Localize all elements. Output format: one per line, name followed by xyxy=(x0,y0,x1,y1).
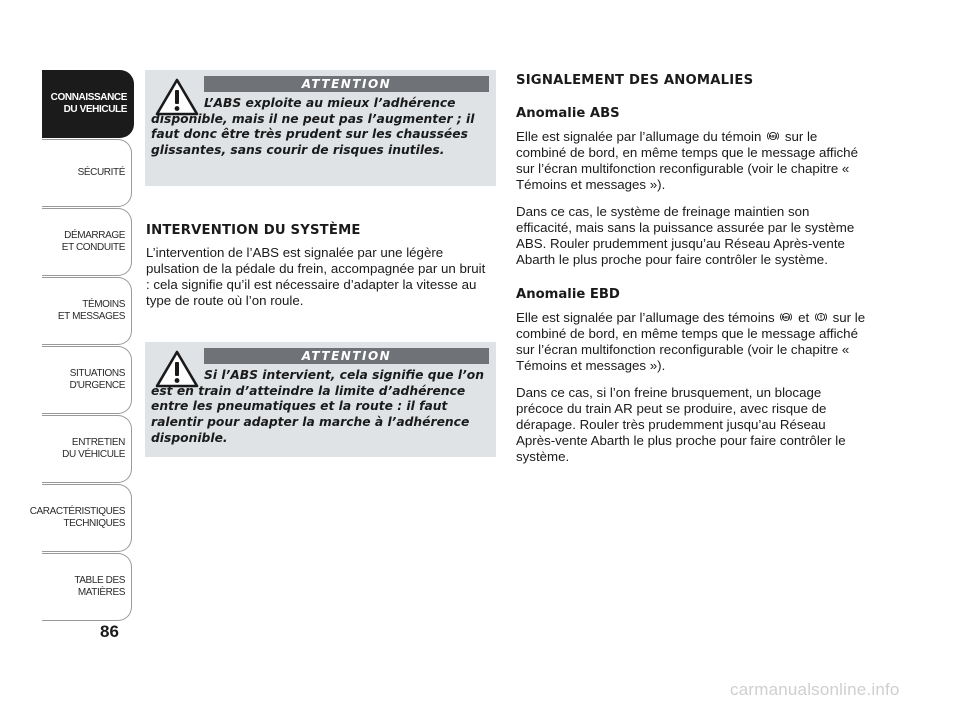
abs-warning-light-icon xyxy=(780,311,792,323)
section-title-signalement: SIGNALEMENT DES ANOMALIES xyxy=(516,73,754,88)
abs-paragraph-1 xyxy=(516,129,861,193)
abs-text-before: Elle est signalée par l’allumage du témoin xyxy=(516,129,762,144)
attention-header: ATTENTION xyxy=(204,348,489,364)
attention-box-abs-adherence xyxy=(145,70,496,186)
tab-table-des-matieres[interactable]: TABLE DES MATIÈRES xyxy=(42,553,132,621)
attention-text: Si l’ABS intervient, cela signifie que l’on est en train d’atteindre la limite d’adhérence entre les pneumatiques et la route : il faut ralentir pour adapter la marche à l’adhérence disponible. xyxy=(151,368,484,445)
ebd-text-before: Elle est signalée par l’allumage des témoins xyxy=(516,310,775,325)
ebd-paragraph-2: Dans ce cas, si l’on freine brusquement, un blocage précoce du train AR peut se produire, avec risque de dérapage. Rouler très prudemment jusqu’au Réseau Après-vente Abarth le plus proche pour faire contrôler le système. xyxy=(516,385,846,464)
tab-entretien-du-vehicule[interactable]: ENTRETIEN DU VÉHICULE xyxy=(42,415,132,483)
tab-securite[interactable]: SÉCURITÉ xyxy=(42,139,132,207)
subtitle-anomalie-abs: Anomalie ABS xyxy=(516,106,620,121)
ebd-paragraph-1 xyxy=(516,310,866,374)
brake-warning-light-icon xyxy=(815,311,827,323)
section-title-intervention: INTERVENTION DU SYSTÈME xyxy=(146,223,361,238)
attention-text: L’ABS exploite au mieux l’adhérence disponible, mais il ne peut pas l’augmenter ; il faut donc être très prudent sur les chaussées glissantes, sans courir de risques inutiles. xyxy=(151,96,475,158)
attention-header: ATTENTION xyxy=(204,76,489,92)
tab-connaissance-du-vehicule[interactable]: CONNAISSANCE DU VEHICULE xyxy=(42,70,134,138)
tab-demarrage-et-conduite[interactable]: DÉMARRAGE ET CONDUITE xyxy=(42,208,132,276)
page-number: 86 xyxy=(100,622,119,641)
subtitle-anomalie-ebd: Anomalie EBD xyxy=(516,287,620,302)
tab-temoins-et-messages[interactable]: TÉMOINS ET MESSAGES xyxy=(42,277,132,345)
watermark: carmanualsonline.info xyxy=(730,680,900,699)
tab-caracteristiques-techniques[interactable]: CARACTÉRISTIQUES TECHNIQUES xyxy=(42,484,132,552)
svg-text:ABS: ABS xyxy=(782,315,791,320)
tab-situations-d-urgence[interactable]: SITUATIONS D'URGENCE xyxy=(42,346,132,414)
svg-text:ABS: ABS xyxy=(769,134,777,139)
abs-warning-light-icon xyxy=(767,130,779,142)
abs-text-after: sur le combiné de bord, en même temps que le message affiché sur l’écran multifonction reconfigurable (voir le chapitre « Témoins et messages »). xyxy=(516,129,858,192)
abs-paragraph-2: Dans ce cas, le système de freinage maintien son efficacité, mais sans la puissance assurée par le système ABS. Rouler prudemment jusqu’au Réseau Après-vente Abarth le plus proche pour faire contrôler le système. xyxy=(516,204,855,267)
intervention-paragraph: L’intervention de l’ABS est signalée par une légère pulsation de la pédale du frein, accompagnée par un bruit : cela signifie qu’il est nécessaire d’adapter la vitesse au type de route où l’on roule. xyxy=(146,245,486,308)
ebd-text-mid: et xyxy=(798,310,810,325)
attention-box-abs-intervention xyxy=(145,342,496,457)
ebd-text-after: sur le combiné de bord, en même temps que le message affiché sur l’écran multifonction reconfigurable (voir le chapitre « Témoins et messages »). xyxy=(516,310,866,373)
